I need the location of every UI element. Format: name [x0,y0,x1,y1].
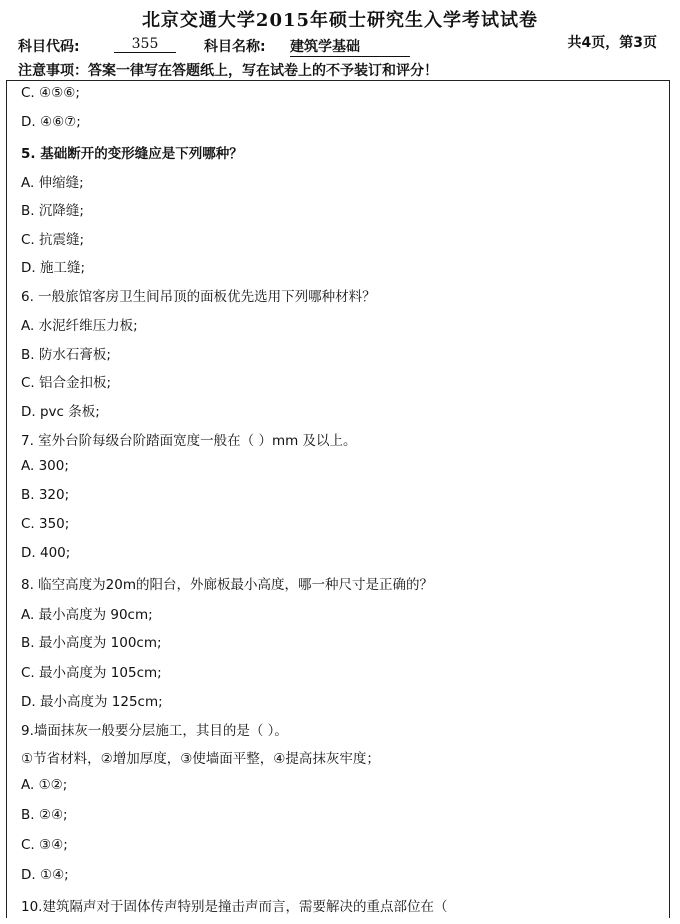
option-line: C. ④⑤⑥; [21,85,80,101]
option-line: D. pvc 条板; [21,404,100,420]
question-line: 10.建筑隔声对于固体传声特别是撞击声而言，需要解决的重点部位在（ [21,899,448,915]
option-line: D. ①④; [21,867,69,883]
notice-text: 注意事项：答案一律写在答题纸上，写在试卷上的不予装订和评分！ [18,63,438,79]
subject-name-value: 建筑学基础 [290,36,410,57]
question-line: 9.墙面抹灰一般要分层施工，其目的是（ ）。 [21,723,288,739]
subject-code-value: 355 [114,36,176,53]
option-line: D. ④⑥⑦; [21,114,81,130]
option-line: B. 320; [21,487,70,503]
subject-code-label: 科目代码: [18,39,80,55]
option-line: C. 铝合金扣板; [21,375,112,391]
question-sheet [6,80,670,918]
option-line: A. ①②; [21,777,68,793]
question-line: 8. 临空高度为20m的阳台，外廊板最小高度，哪一种尺寸是正确的？ [21,577,433,593]
question-line: 6. 一般旅馆客房卫生间吊顶的面板优先选用下列哪种材料？ [21,289,376,305]
statement-line: ①节省材料，②增加厚度，③使墙面平整，④提高抹灰牢度； [21,751,380,767]
page-count: 共4页，第3页 [567,35,657,51]
option-line: C. 最小高度为 105cm; [21,665,162,681]
option-line: A. 水泥纤维压力板; [21,318,138,334]
option-line: C. 350; [21,516,70,532]
option-line: D. 施工缝; [21,260,86,276]
option-line: B. 最小高度为 100cm; [21,635,162,651]
option-line: C. ③④; [21,837,68,853]
question-line: 7. 室外台阶每级台阶踏面宽度一般在（ ）mm 及以上。 [21,433,357,449]
option-line: D. 最小高度为 125cm; [21,694,163,710]
option-line: A. 最小高度为 90cm; [21,607,153,623]
subject-name-label: 科目名称: [204,39,266,55]
option-line: B. ②④; [21,807,68,823]
exam-title: 北京交通大学2015年硕士研究生入学考试试卷 [141,10,539,31]
question-line: 5. 基础断开的变形缝应是下列哪种？ [21,146,243,162]
option-line: D. 400; [21,545,71,561]
option-line: A. 300; [21,458,69,474]
option-line: B. 防水石膏板; [21,347,111,363]
option-line: B. 沉降缝; [21,203,84,219]
subject-info-row [18,36,663,58]
option-line: C. 抗震缝; [21,232,85,248]
option-line: A. 伸缩缝; [21,175,84,191]
